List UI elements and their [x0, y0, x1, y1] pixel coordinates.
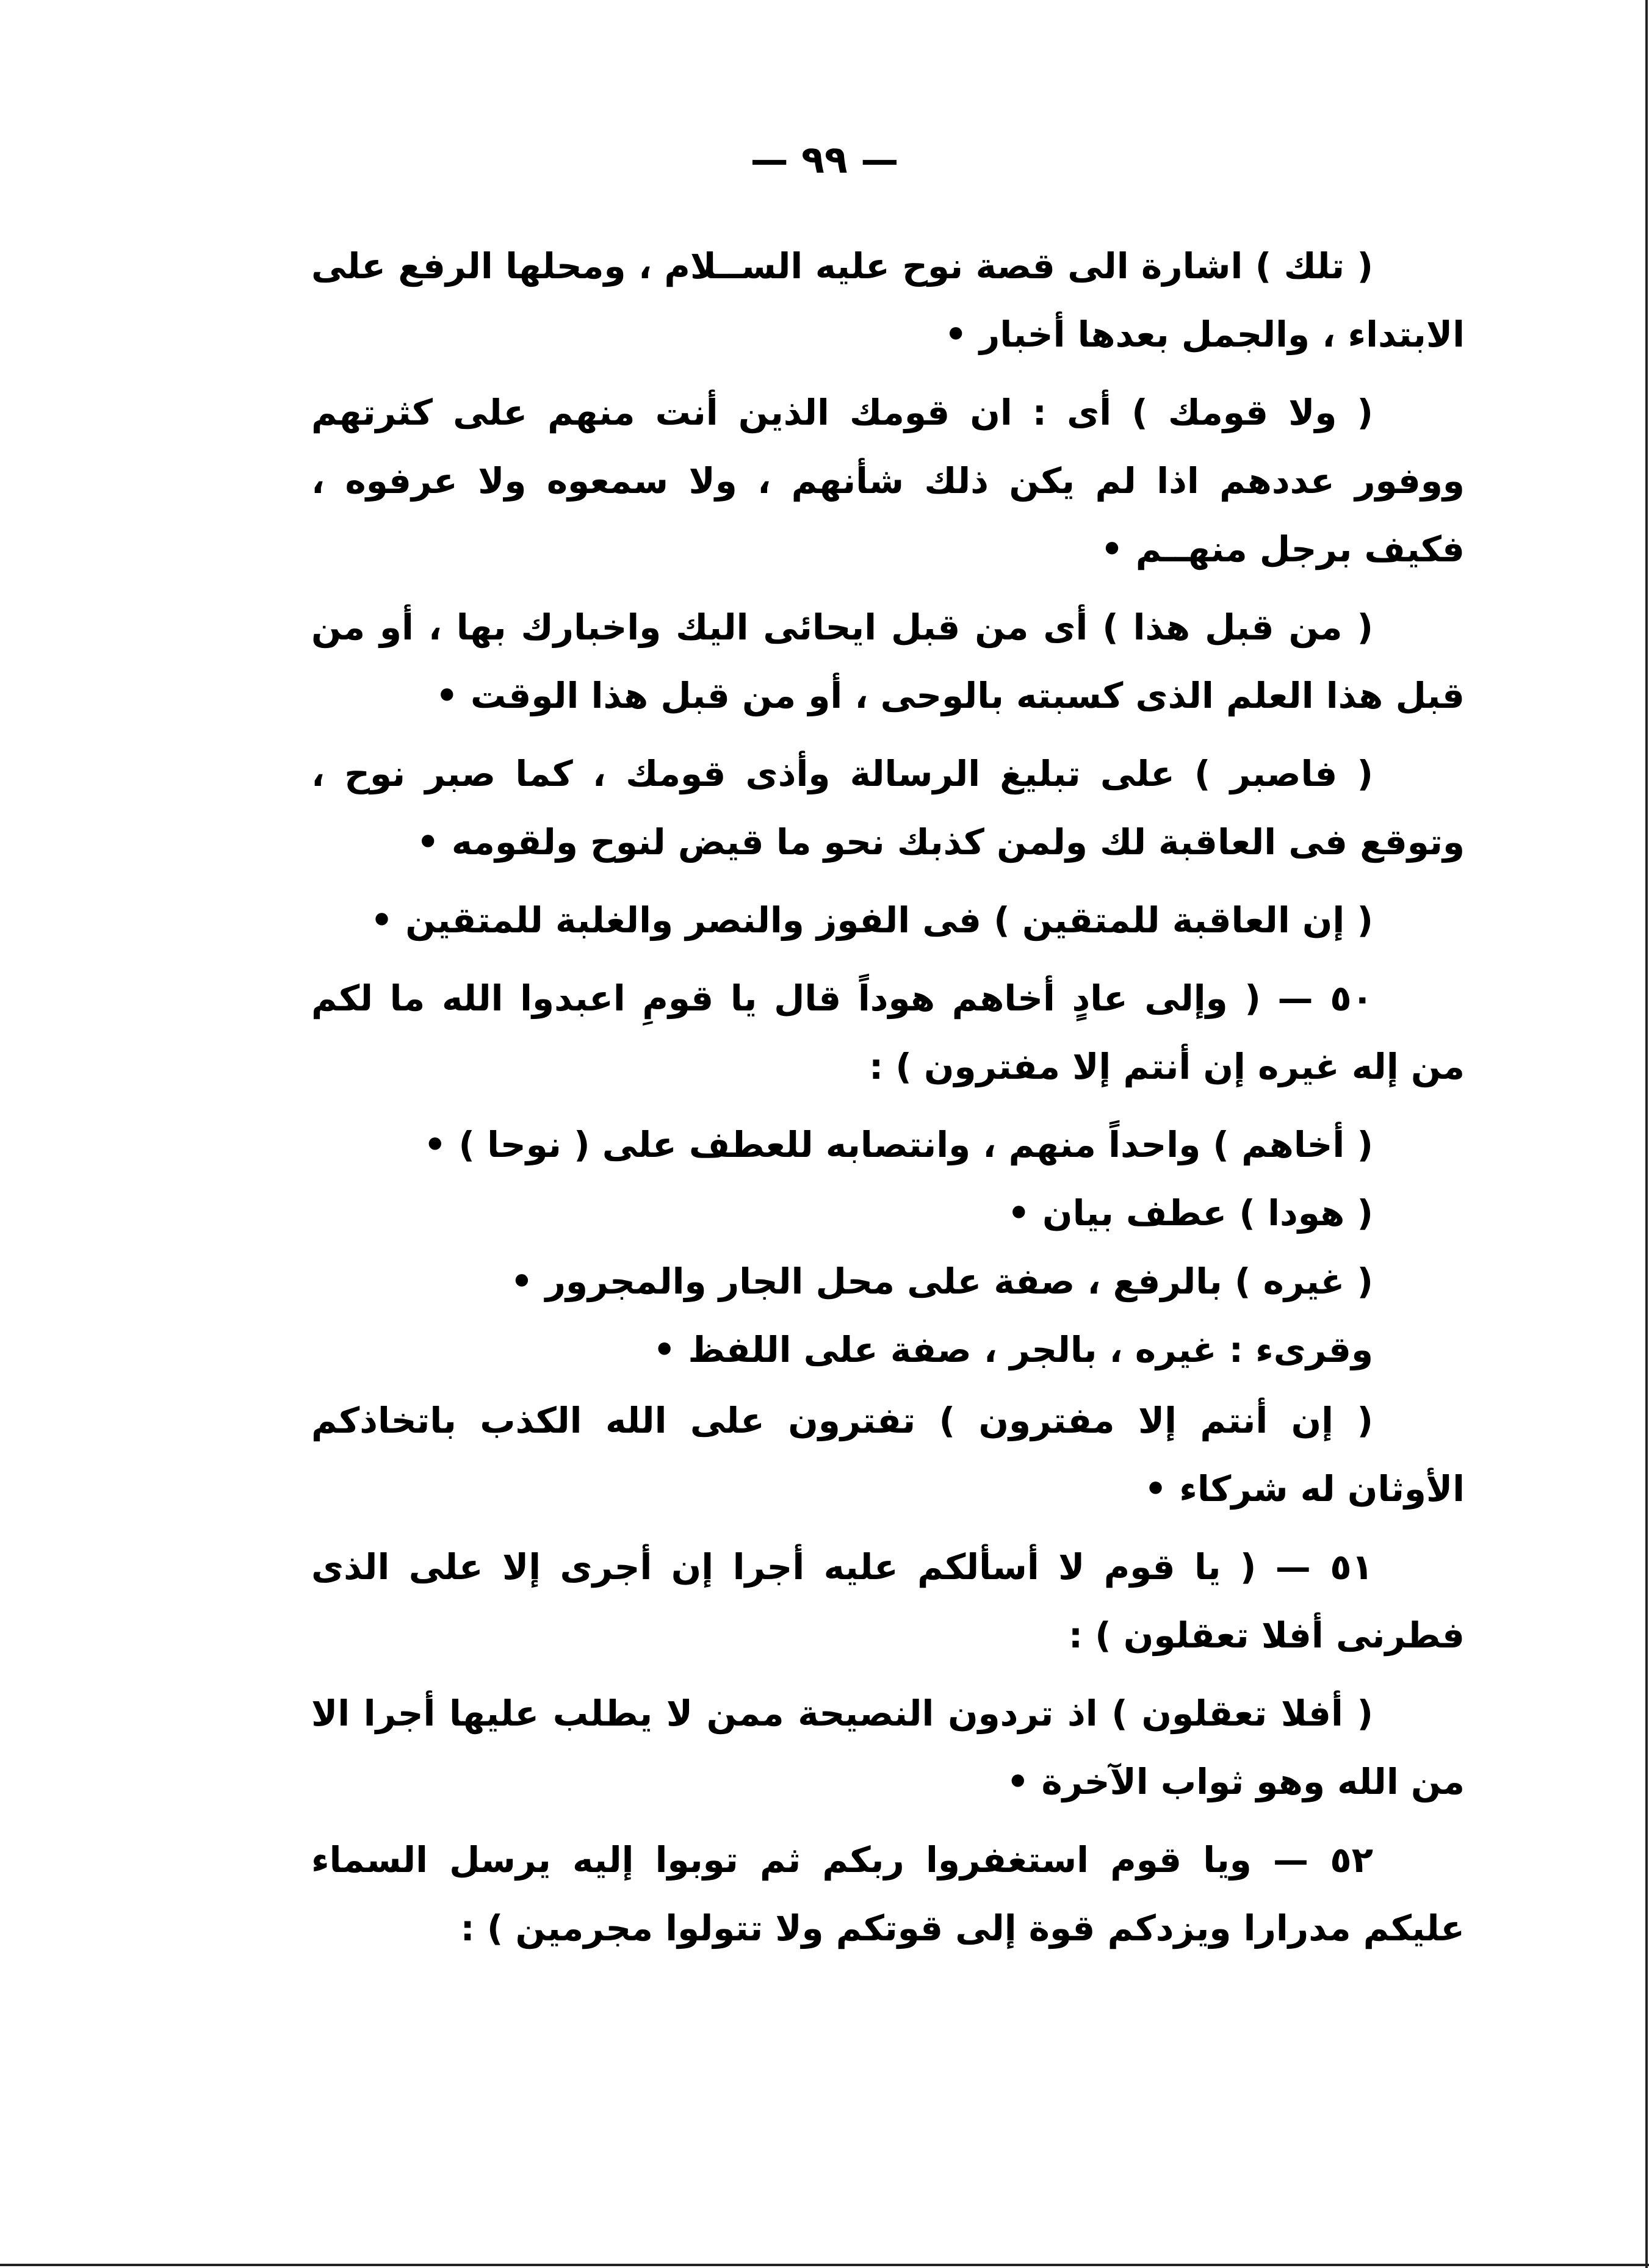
gloss-quri-a: وقرىء : غيره ، بالجر ، صفة على اللفظ •	[653, 1329, 1373, 1370]
scan-edge-bottom	[0, 2264, 1649, 2266]
paragraph-in-antum: ( إن أنتم إلا مفترون ) تفترون على الله الكذب باتخاذكم الأوثان له شركاء •	[311, 1400, 1465, 1510]
verse-51: ٥١ — ( يا قوم لا أسألكم عليه أجرا إن أجرى إلا على الذى فطرنى أفلا تعقلون ) :	[311, 1546, 1465, 1656]
paragraph-fasbir: ( فاصبر ) على تبليغ الرسالة وأذى قومك ، كما صبر نوح ، وتوقع فى العاقبة لك ولمن كذبك نحو ما قيض لنوح ولقومه •	[311, 753, 1465, 863]
gloss-akhahum: ( أخاهم ) واحداً منهم ، وانتصابه للعطف على ( نوحا ) •	[424, 1124, 1373, 1165]
paragraph-tilka: ( تلك ) اشارة الى قصة نوح عليه الســلام ، ومحلها الرفع على الابتداء ، والجمل بعدها أخبار •	[311, 245, 1465, 355]
gloss-ghayruhu: ( غيره ) بالرفع ، صفة على محل الجار والمجرور •	[510, 1261, 1373, 1302]
paragraph-min-qabli-hadha: ( من قبل هذا ) أى من قبل ايحائى اليك واخبارك بها ، أو من قبل هذا العلم الذى كسبته بالوحى ، أو من قبل هذا الوقت •	[311, 607, 1465, 716]
verse-50: ٥٠ — ( وإلى عادٍ أخاهم هوداً قال يا قومِ اعبدوا الله ما لكم من إله غيره إن أنتم إلا مفترون ) :	[311, 977, 1465, 1087]
page-number: — ٩٩ —	[750, 137, 899, 182]
paragraph-inna-al-aqiba: ( إن العاقبة للمتقين ) فى الفوز والنصر والغلبة للمتقين •	[370, 899, 1373, 941]
page-body	[311, 232, 1465, 1972]
paragraph-wala-qawmuka: ( ولا قومك ) أى : ان قومك الذين أنت منهم على كثرتهم ووفور عددهم اذا لم يكن ذلك شأنهم ، ولا سمعوه ولا عرفوه ، فكيف برجل منهــم •	[311, 392, 1465, 570]
scan-edge-right	[1645, 0, 1648, 2268]
verse-52: ٥٢ — ويا قوم استغفروا ربكم ثم توبوا إليه يرسل السماء عليكم مدرارا ويزدكم قوة إلى قوتكم ولا تتولوا مجرمين ) :	[311, 1839, 1465, 1949]
paragraph-afala-taqilun: ( أفلا تعقلون ) اذ تردون النصيحة ممن لا يطلب عليها أجرا الا من الله وهو ثواب الآخرة •	[311, 1693, 1465, 1802]
gloss-hudan: ( هودا ) عطف بيان •	[1007, 1192, 1373, 1234]
